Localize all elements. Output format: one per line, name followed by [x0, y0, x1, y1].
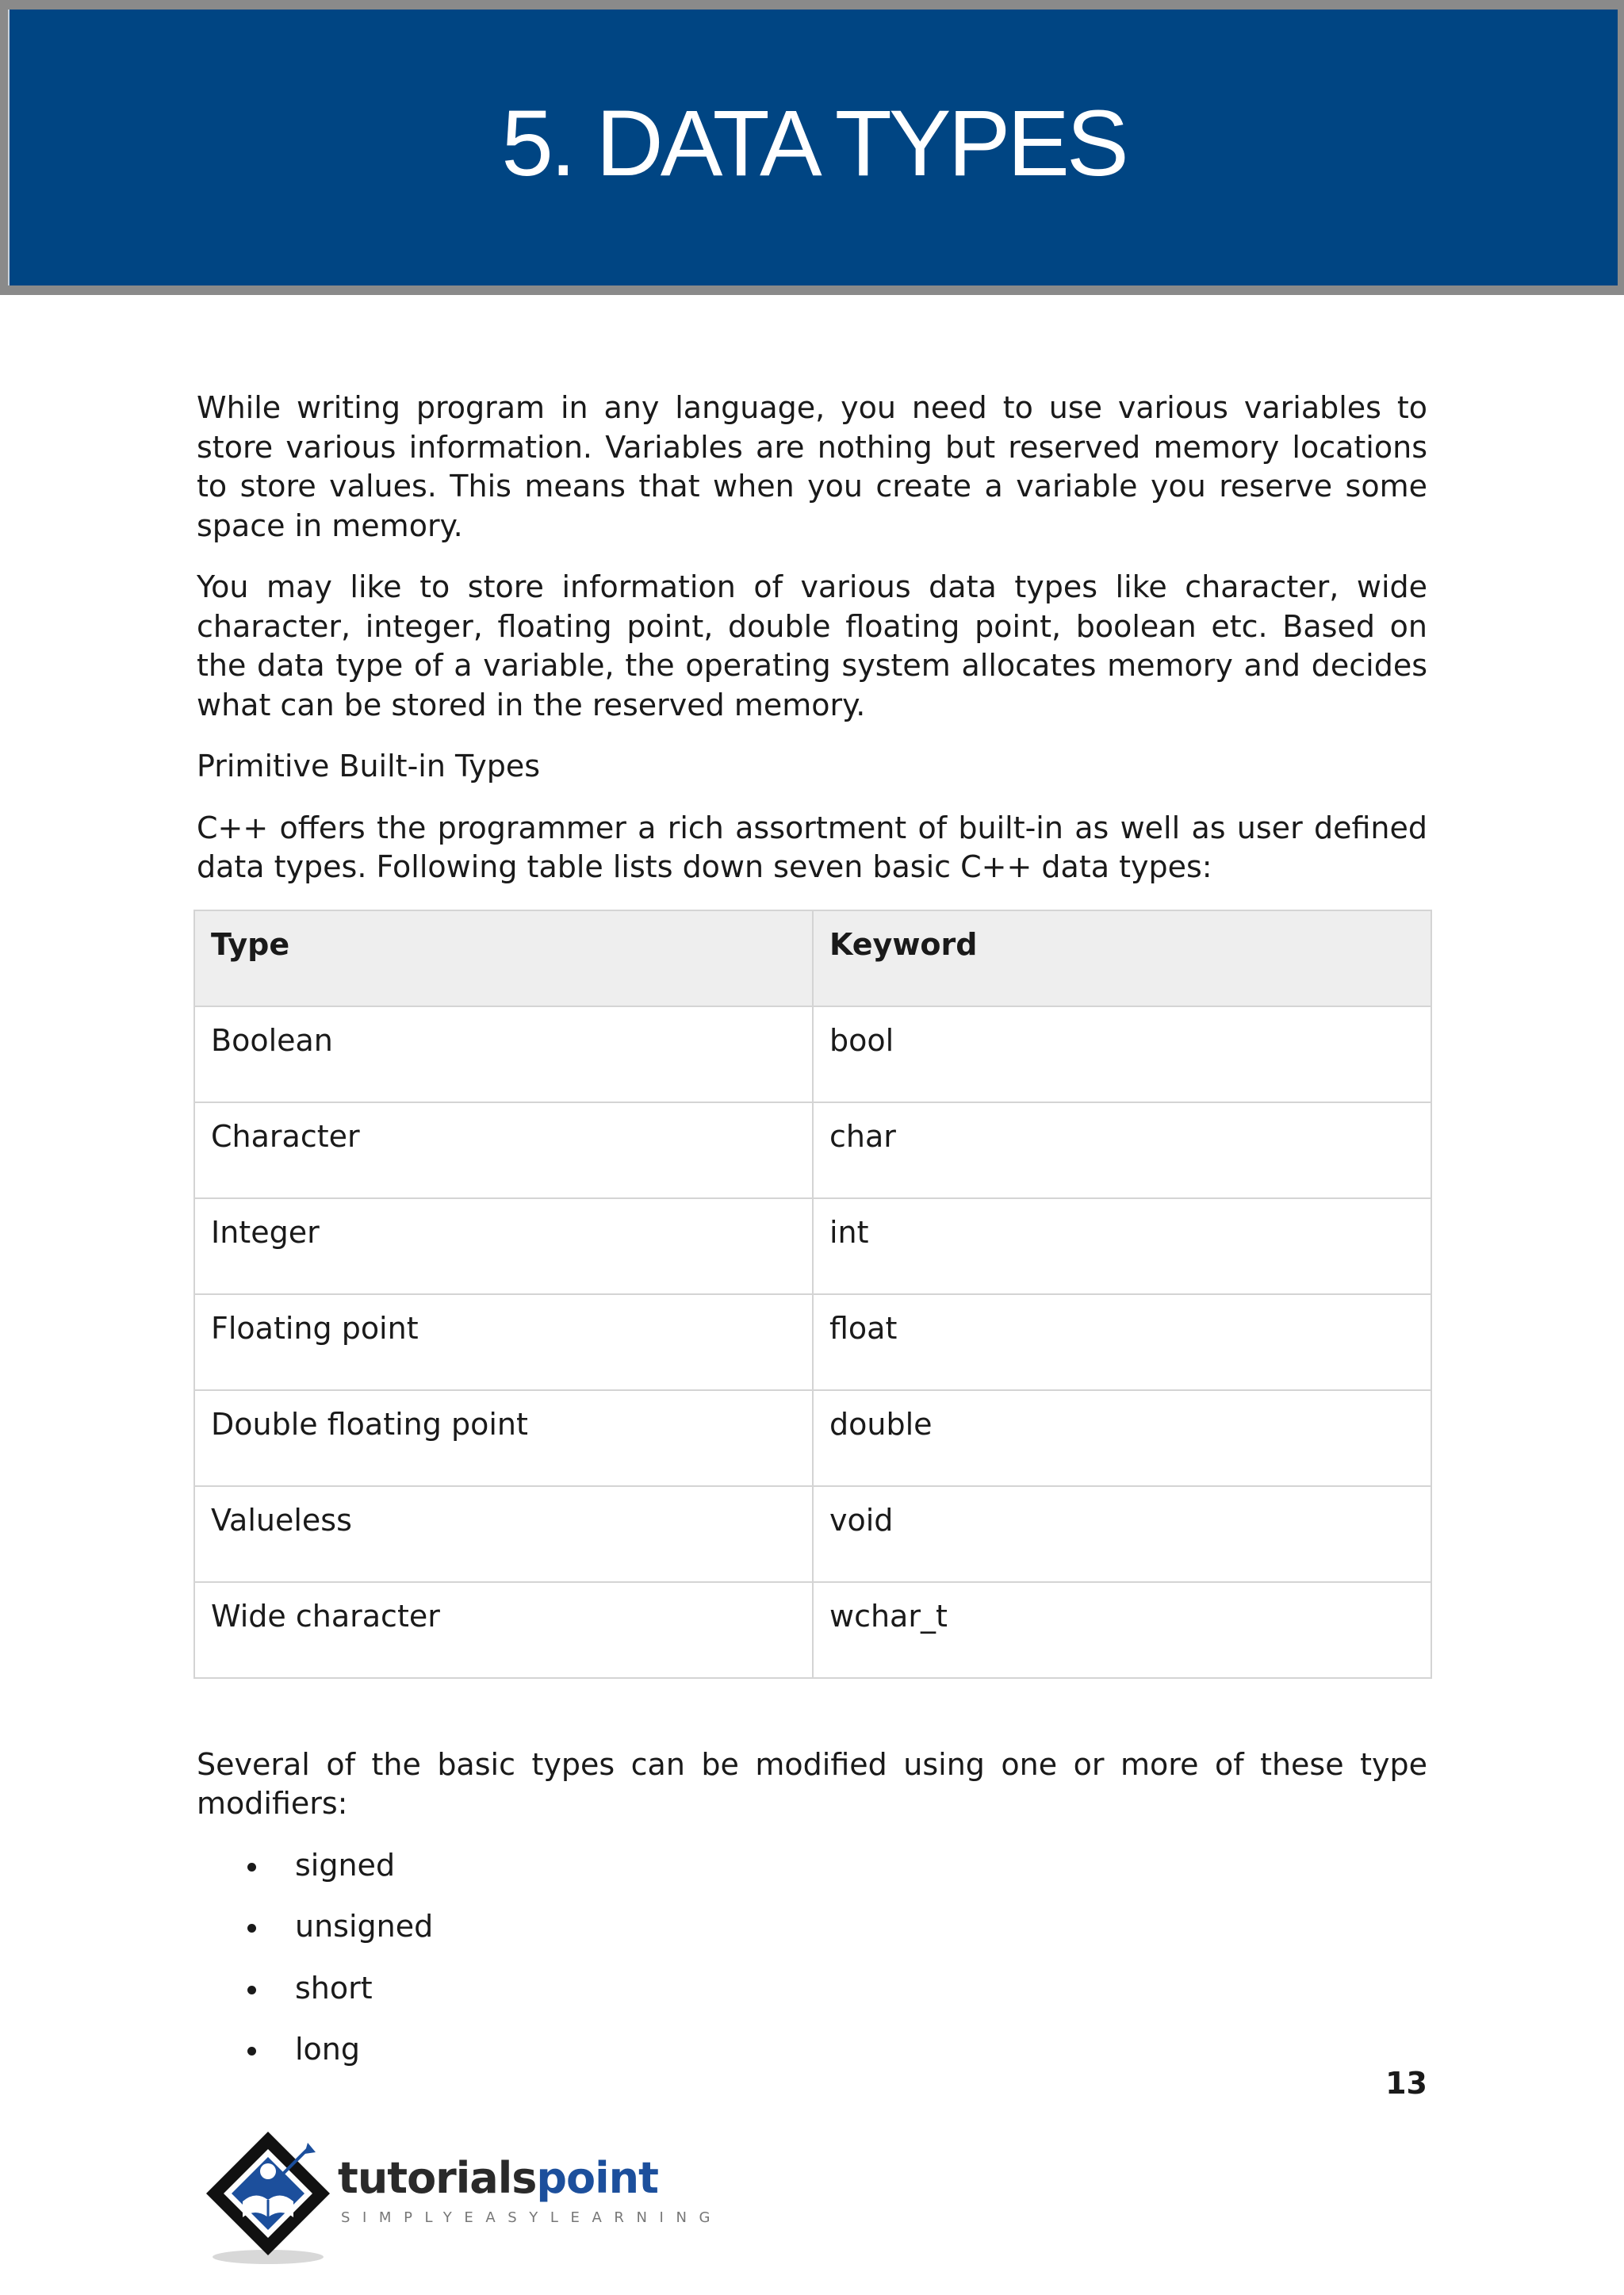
type-cell: Floating point [194, 1294, 813, 1390]
list-item-label: signed [295, 1847, 396, 1883]
data-types-table [193, 910, 1432, 1679]
table-intro-paragraph: C++ offers the programmer a rich assortment of built-in as well as user defined data types. Following table lists down seven basic C++ data types: [197, 810, 1427, 884]
table-row [194, 1294, 1431, 1390]
intro-paragraph: While writing program in any language, you need to use various variables to store various information. Variables are nothing but reserved memory locations to store values. This means that when you create a variable you reserve some space in memory. [197, 390, 1427, 543]
keyword-cell: char [813, 1102, 1431, 1198]
column-header-type: Type [194, 910, 813, 1006]
list-item [197, 1846, 1427, 1886]
list-item-label: unsigned [295, 1909, 434, 1944]
list-item [197, 1907, 1427, 1947]
bullet-icon [247, 2047, 256, 2056]
table-row [194, 1102, 1431, 1198]
type-cell: Double floating point [194, 1390, 813, 1486]
keyword-cell: float [813, 1294, 1431, 1390]
table-header-row [194, 910, 1431, 1006]
logo-tagline: SIMPLYEASYLEARNING [341, 2209, 723, 2226]
logo-wordmark [338, 2153, 658, 2203]
chapter-header-panel [8, 10, 1618, 285]
bullet-icon [247, 1863, 256, 1872]
list-item-label: long [295, 2032, 361, 2067]
type-cell: Wide character [194, 1582, 813, 1678]
logo-word-point: point [536, 2153, 658, 2203]
tutorialspoint-logo [197, 2125, 723, 2268]
chapter-title: 5. DATA TYPES [501, 91, 1126, 196]
logo-word-tutorials: tutorials [338, 2153, 537, 2203]
keyword-cell: double [813, 1390, 1431, 1486]
keyword-cell: wchar_t [813, 1582, 1431, 1678]
keyword-cell: int [813, 1198, 1431, 1294]
keyword-cell: bool [813, 1006, 1431, 1102]
type-cell: Boolean [194, 1006, 813, 1102]
table-row [194, 1390, 1431, 1486]
table-row [194, 1486, 1431, 1582]
bullet-icon [247, 1986, 256, 1994]
column-header-keyword: Keyword [813, 910, 1431, 1006]
keyword-cell: void [813, 1486, 1431, 1582]
chapter-header [0, 0, 1624, 295]
table-row [194, 1582, 1431, 1678]
bullet-icon [247, 1924, 256, 1933]
table-row [194, 1006, 1431, 1102]
page-number: 13 [1385, 2066, 1427, 2101]
data-types-paragraph: You may like to store information of various data types like character, wide character, integer, floating point, double floating point, boolean etc. Based on the data type of a variable, the operating system allocates memory and decides what can be stored in the reserved memory. [197, 569, 1427, 722]
list-item [197, 1969, 1427, 2009]
type-cell: Valueless [194, 1486, 813, 1582]
page-content [197, 389, 1427, 2092]
type-cell: Integer [194, 1198, 813, 1294]
table-row [194, 1198, 1431, 1294]
type-modifiers-list [197, 1846, 1427, 2070]
section-subheading: Primitive Built-in Types [197, 749, 541, 784]
modifiers-intro-paragraph: Several of the basic types can be modified using one or more of these type modifiers: [197, 1746, 1427, 1821]
list-item-label: short [295, 1970, 373, 2006]
type-cell: Character [194, 1102, 813, 1198]
list-item [197, 2030, 1427, 2070]
